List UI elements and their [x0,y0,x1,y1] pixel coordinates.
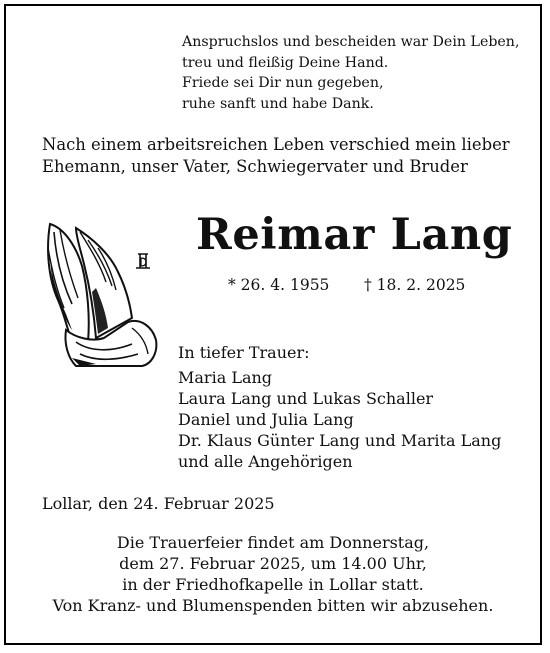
birth-date: * 26. 4. 1955 [228,276,330,294]
intro-text [42,134,522,178]
service-line: Von Kranz- und Blumenspenden bitten wir abzusehen. [52,596,494,615]
poem-line: Friede sei Dir nun gegeben, [182,75,384,91]
monogram-icon [136,254,150,268]
poem [182,32,522,114]
intro-line: Ehemann, unser Vater, Schwiegervater und Bruder [42,157,468,176]
obituary-card [4,4,542,645]
praying-hands-icon [36,218,164,368]
deceased-name: Reimar Lang [196,210,513,260]
poem-line: ruhe sanft und habe Dank. [182,95,374,112]
service-line: in der Friedhofkapelle in Lollar statt. [122,575,424,594]
mourners-list [178,342,538,472]
poem-line: Anspruchslos und bescheiden war Dein Leben, [182,34,520,50]
mourner-name: Daniel und Julia Lang [178,410,354,429]
mourner-name: Laura Lang und Lukas Schaller [178,389,434,408]
poem-line: treu und fleißig Deine Hand. [182,54,389,71]
intro-line: Nach einem arbeitsreichen Leben verschied mein lieber [42,135,510,154]
service-line: Die Trauerfeier findet am Donnerstag, [116,533,430,552]
service-info [6,532,540,616]
mourner-name: und alle Angehörigen [178,452,353,471]
life-dates [228,276,528,294]
death-date: † 18. 2. 2025 [364,276,466,294]
place-date: Lollar, den 24. Februar 2025 [42,494,275,513]
mourners-heading: In tiefer Trauer: [178,343,310,362]
service-line: dem 27. Februar 2025, um 14.00 Uhr, [119,554,427,573]
mourner-name: Dr. Klaus Günter Lang und Marita Lang [178,431,502,450]
mourner-name: Maria Lang [178,368,273,387]
